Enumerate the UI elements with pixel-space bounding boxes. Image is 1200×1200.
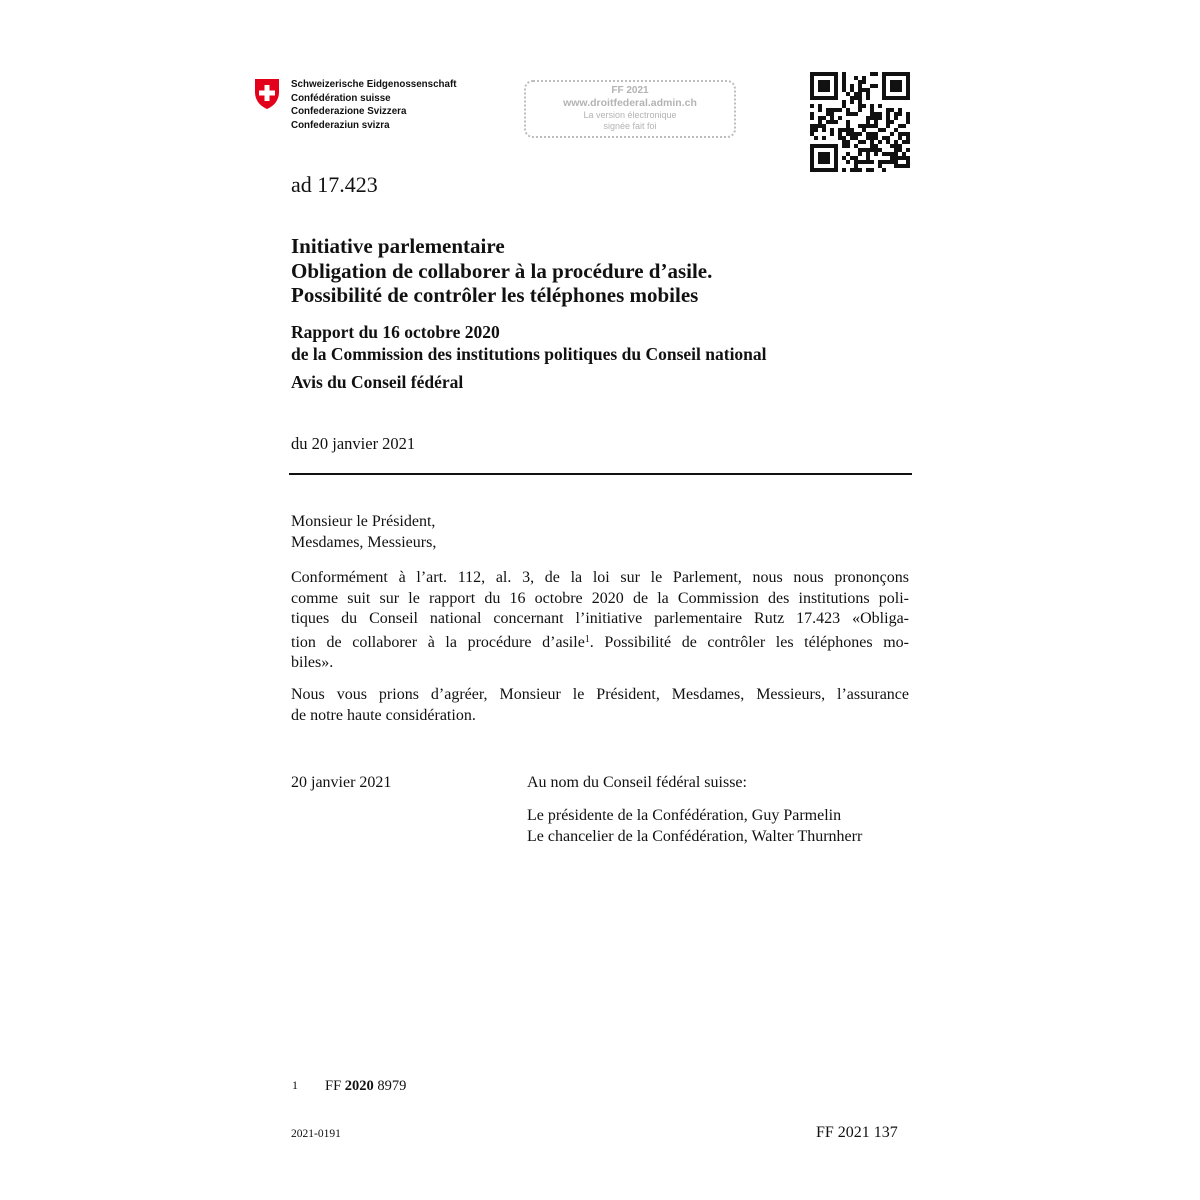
paragraph-line: Nous vous prions d’agréer, Monsieur le Président, Mesdames, Messieurs, l’assurance [291,686,909,703]
footnote-page: 8979 [377,1078,407,1094]
paragraph-line: Conformément à l’art. 112, al. 3, de la loi sur le Parlement, nous nous prononçons [291,569,909,586]
report-line: de la Commission des institutions politiques du Conseil national [291,343,767,364]
report-heading [291,322,767,365]
qr-code-icon [809,72,911,172]
paragraph-line-with-footnote [291,630,909,654]
footnote-reference[interactable]: 1 [584,633,590,645]
paragraph-line: comme suit sur le rapport du 16 octobre 2020 de la Commission des institutions poli- [291,589,909,607]
paragraph-1 [291,568,909,674]
footnote-text [325,1078,406,1095]
title-line: Possibilité de contrôler les téléphones mobiles [291,283,699,307]
signatory-line: Le présidente de la Confédération, Guy Parmelin [527,807,842,824]
document-number: 2021-0191 [291,1128,341,1140]
signatories [527,806,862,847]
signature-intro: Au nom du Conseil fédéral suisse: [527,774,747,791]
divider [289,473,912,475]
agency-line: Confederazione Svizzera [291,106,407,118]
footnote-prefix: FF [325,1078,342,1094]
opinion-heading: Avis du Conseil fédéral [291,372,464,392]
document-date: du 20 janvier 2021 [291,434,416,453]
stamp-line: www.droitfederal.admin.ch [563,97,697,109]
salutation-line: Monsieur le Président, [291,513,436,530]
signature-date: 20 janvier 2021 [291,774,392,791]
agency-names [291,78,457,132]
paragraph-segment: tion de collaborer à la procédure d’asile [291,633,585,651]
stamp-line: La version électronique [583,110,677,120]
agency-line: Confederaziun svizra [291,119,390,131]
agency-line: Confédération suisse [291,92,391,104]
footnote-number: 1 [292,1078,298,1092]
agency-line: Schweizerische Eidgenossenschaft [291,79,457,90]
title-line: Initiative parlementaire [291,234,505,258]
paragraph-line: biles». [291,654,334,671]
swiss-crest-icon [253,78,281,110]
signatory-line: Le chancelier de la Confédération, Walter Thurnherr [527,827,863,845]
paragraph-2 [291,685,909,726]
stamp-line: signée fait foi [603,121,657,131]
document-title [291,234,712,308]
stamp-line: FF 2021 [611,85,649,96]
salutation [291,512,909,553]
paragraph-line: de notre haute considération. [291,706,476,724]
page-reference: FF 2021 137 [816,1124,898,1141]
footnote-year: 2020 [344,1078,374,1094]
document-reference: ad 17.423 [291,172,378,197]
title-line: Obligation de collaborer à la procédure d’asile. [291,258,713,283]
salutation-line: Mesdames, Messieurs, [291,533,437,551]
report-line: Rapport du 16 octobre 2020 [291,322,500,342]
electronic-version-stamp [524,80,736,138]
paragraph-line: tiques du Conseil national concernant l’initiative parlementaire Rutz 17.423 «Obliga- [291,610,909,627]
paragraph-segment: . Possibilité de contrôler les téléphones mo- [589,633,909,651]
